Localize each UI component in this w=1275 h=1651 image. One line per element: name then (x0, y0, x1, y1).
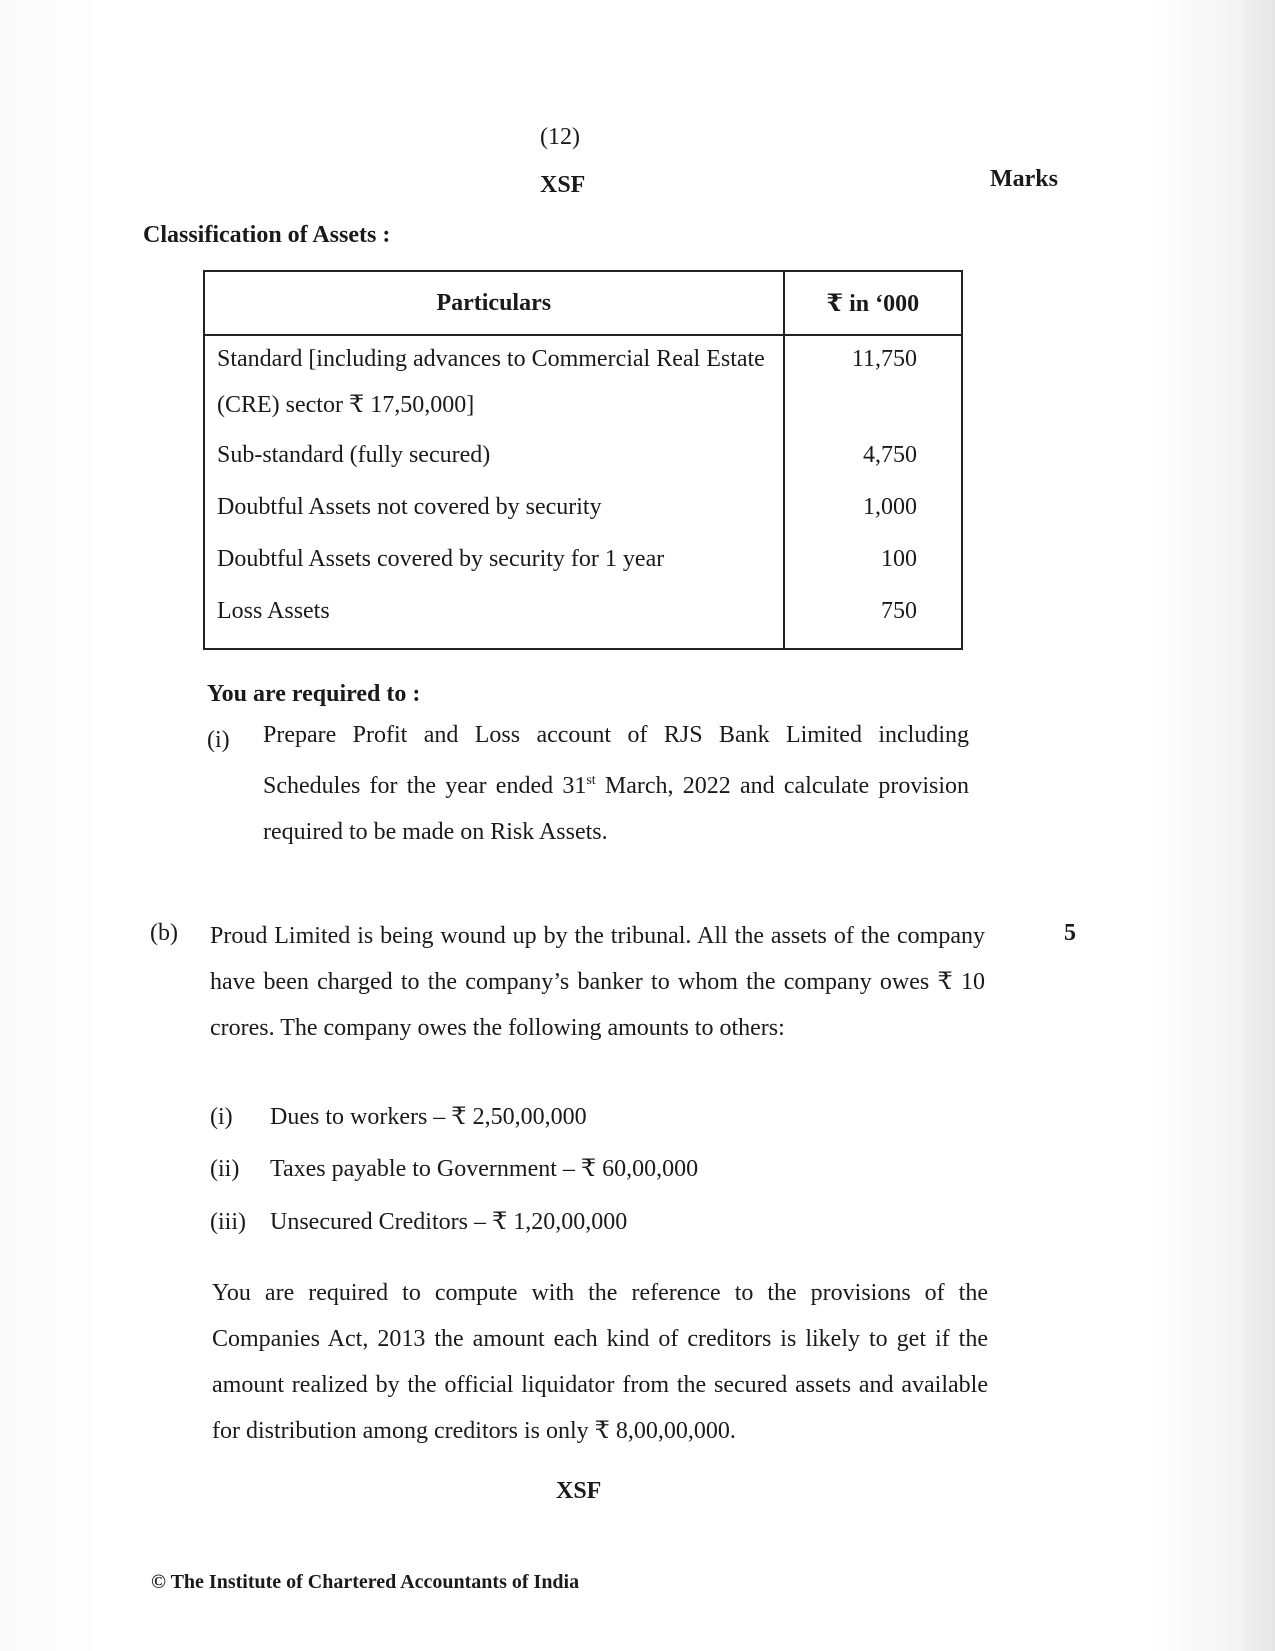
item-label: (i) (207, 727, 230, 753)
item-label: (iii) (210, 1209, 246, 1235)
paper-code-bottom: XSF (556, 1478, 602, 1504)
row-amount: 100 (784, 536, 962, 588)
classification-of-assets-table (203, 270, 963, 650)
required-heading: You are required to : (207, 681, 421, 707)
table-row (204, 432, 962, 484)
amount-header: ₹ in ‘000 (784, 271, 962, 335)
table-row (204, 536, 962, 588)
row-amount: 11,750 (784, 335, 962, 432)
table-row (204, 335, 962, 432)
item-label: (ii) (210, 1156, 240, 1182)
page-edge-shadow (1243, 0, 1275, 1651)
item-label: (i) (210, 1104, 233, 1130)
section-heading: Classification of Assets : (143, 222, 391, 248)
marks-column-header: Marks (990, 166, 1058, 192)
item-text: Dues to workers – ₹ 2,50,00,000 (270, 1104, 587, 1130)
row-amount: 750 (784, 588, 962, 649)
part-b-question: Proud Limited is being wound up by the tribunal. All the assets of the company have been charged to the company’s banker to whom the company owes ₹ 10 crores. The company owes the following amounts to others: (210, 923, 985, 1041)
table-row (204, 588, 962, 649)
part-b-marks: 5 (1064, 920, 1076, 946)
item-text-part-b: March, 2022 and calculate provision required to be made on Risk Assets. (263, 773, 969, 845)
part-b-requirement: You are required to compute with the reference to the provisions of the Companies Act, 2013 the amount each kind of creditors is likely to get if the amount realized by the official liquidator from the secured assets and available for distribution among creditors is only ₹ 8,00,00,000. (212, 1280, 988, 1444)
particulars-header: Particulars (204, 271, 784, 335)
row-particulars: Loss Assets (204, 588, 784, 649)
item-text: Unsecured Creditors – ₹ 1,20,00,000 (270, 1209, 628, 1235)
row-particulars: Standard [including advances to Commercial Real Estate (CRE) sector ₹ 17,50,000] (204, 335, 784, 432)
item-text (263, 712, 969, 855)
row-amount: 4,750 (784, 432, 962, 484)
row-particulars: Doubtful Assets covered by security for 1 year (204, 536, 784, 588)
table-header-row (204, 271, 962, 335)
row-particulars: Sub-standard (fully secured) (204, 432, 784, 484)
paper-code-top: XSF (540, 172, 586, 198)
row-amount: 1,000 (784, 484, 962, 536)
page-number: (12) (540, 124, 580, 150)
item-text-part-a: Prepare Profit and Loss account of RJS Bank Limited including Schedules for the year ended 31 (263, 722, 969, 799)
table-row (204, 484, 962, 536)
item-text: Taxes payable to Government – ₹ 60,00,000 (270, 1156, 699, 1182)
row-particulars: Doubtful Assets not covered by security (204, 484, 784, 536)
ordinal-suffix: st (586, 773, 596, 788)
part-b-label: (b) (150, 920, 178, 946)
copyright-footer: © The Institute of Chartered Accountants of India (151, 1571, 580, 1593)
